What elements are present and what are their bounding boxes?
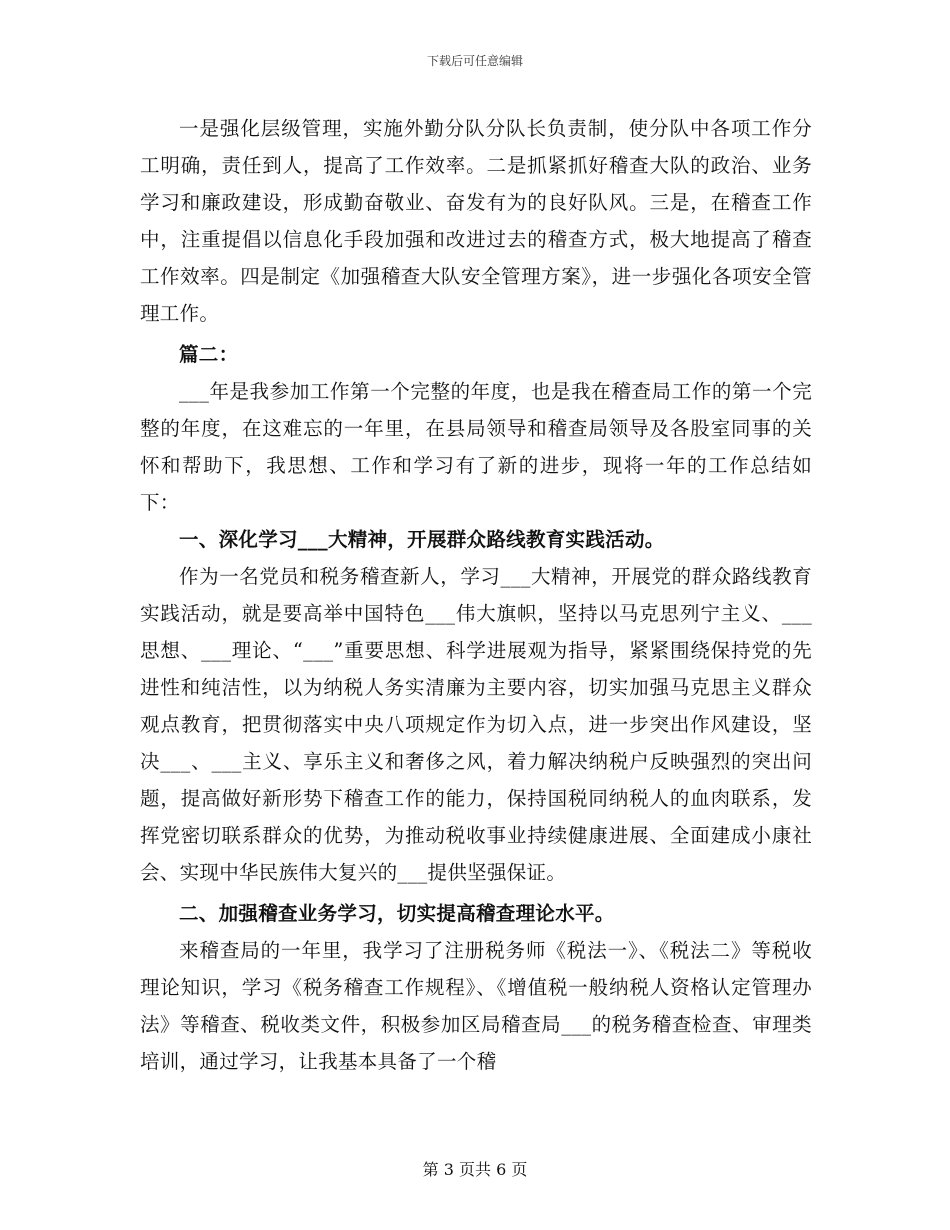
section-heading: 一、深化学习___大精神，开展群众路线教育实践活动。 (179, 528, 665, 551)
document-body (140, 110, 812, 1080)
paragraph: ___年是我参加工作第一个完整的年度，也是我在稽查局工作的第一个完整的年度，在这难忘的一年里，在县局领导和稽查局领导及各股室同事的关怀和帮助下，我思想、工作和学习有了新的进步，现将一年的工作总结如下： (140, 380, 812, 514)
page-number: 第 3 页共 6 页 (422, 1160, 528, 1179)
paragraph: 一是强化层级管理，实施外勤分队分队长负责制，使分队中各项工作分工明确，责任到人，提高了工作效率。二是抓紧抓好稽查大队的政治、业务学习和廉政建设，形成勤奋敬业、奋发有为的良好队风。三是，在稽查工作中，注重提倡以信息化手段加强和改进过去的稽查方式，极大地提高了稽查工作效率。四是制定《加强稽查大队安全管理方案》，进一步强化各项安全管理工作。 (140, 117, 812, 325)
page-header: 下载后可任意编辑 (426, 54, 523, 68)
paragraph: 作为一名党员和税务稽查新人，学习___大精神，开展党的群众路线教育实践活动，就是要高举中国特色___伟大旗帜，坚持以马克思列宁主义、___思想、___理论、“___”重要思想、科学进展观为指导，紧紧围绕保持党的先进性和纯洁性，以为纳税人务实清廉为主要内容，切实加强马克思主义群众观点教育，把贯彻落实中央八项规定作为切入点，进一步突出作风建设，坚决___、___主义、享乐主义和奢侈之风，着力解决纳税户反映强烈的突出问题，提高做好新形势下稽查工作的能力，保持国税同纳税人的血肉联系，发挥党密切联系群众的优势，为推动税收事业持续健康进展、全面建成小康社会、实现中华民族伟大复兴的___提供坚强保证。 (140, 565, 812, 884)
section-heading: 篇二： (179, 343, 239, 366)
section-heading: 二、加强稽查业务学习，切实提高稽查理论水平。 (179, 902, 615, 925)
paragraph: 来稽查局的一年里，我学习了注册税务师《税法一》、《税法二》等税收理论知识，学习《税务稽查工作规程》、《增值税一般纳税人资格认定管理办法》等稽查、税收类文件，积极参加区局稽查局___的税务稽查检查、审理类培训，通过学习，让我基本具备了一个稽 (140, 939, 812, 1073)
